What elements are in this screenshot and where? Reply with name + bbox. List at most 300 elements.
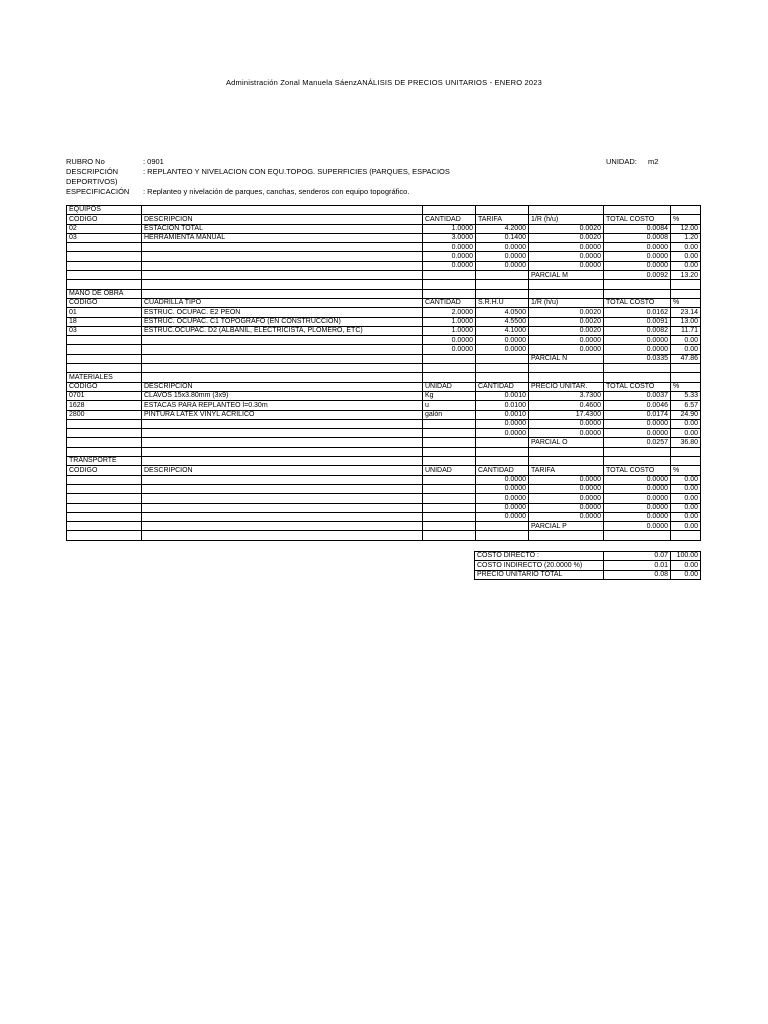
- table-cell: 0.0000: [423, 252, 476, 261]
- table-row: [67, 345, 701, 354]
- table-cell: 13.00: [671, 317, 701, 326]
- table-row: [67, 419, 701, 428]
- empty-cell: [142, 447, 423, 456]
- empty-cell: [529, 447, 604, 456]
- empty-cell: [423, 457, 476, 466]
- empty-cell: [671, 447, 701, 456]
- table-row: [67, 224, 701, 233]
- column-header: TOTAL COSTO: [604, 215, 671, 224]
- table-cell: 0.0020: [529, 308, 604, 317]
- partial-label: PARCIAL M: [529, 271, 604, 280]
- table-cell: u: [423, 401, 476, 410]
- table-cell: 0.0000: [604, 336, 671, 345]
- empty-cell: [604, 364, 671, 373]
- table-cell: CLAVOS 15x3.80mm (3x9): [142, 391, 423, 400]
- empty-cell: [604, 289, 671, 298]
- table-cell: 0.0000: [529, 336, 604, 345]
- column-header: %: [671, 215, 701, 224]
- empty-cell: [671, 280, 701, 289]
- empty-cell: [604, 457, 671, 466]
- table-cell: galón: [423, 410, 476, 419]
- column-header: 1/R (h/u): [529, 215, 604, 224]
- column-header: %: [671, 298, 701, 307]
- empty-cell: [671, 373, 701, 382]
- table-cell: 0.4600: [529, 401, 604, 410]
- table-cell: 3.7300: [529, 391, 604, 400]
- column-header-row: [67, 215, 701, 224]
- table-cell: [67, 484, 142, 493]
- table-cell: ESTACAS PARA REPLANTEO l=0.30m: [142, 401, 423, 410]
- table-cell: 1.0000: [423, 326, 476, 335]
- table-cell: 01: [67, 308, 142, 317]
- unidad-value: m2: [648, 157, 659, 166]
- partial-label: PARCIAL O: [529, 438, 604, 447]
- empty-cell: [423, 438, 476, 447]
- spacer-row: [67, 447, 701, 456]
- empty-cell: [529, 531, 604, 540]
- table-cell: 0.0000: [476, 336, 529, 345]
- table-row: [67, 243, 701, 252]
- empty-cell: [423, 271, 476, 280]
- table-cell: [142, 252, 423, 261]
- table-cell: 0.0000: [476, 252, 529, 261]
- table-cell: 03: [67, 326, 142, 335]
- table-cell: 0.0000: [423, 261, 476, 270]
- total-value: 0.07: [604, 552, 671, 561]
- empty-cell: [604, 531, 671, 540]
- section-title: TRANSPORTE: [67, 457, 142, 466]
- table-cell: 1.20: [671, 233, 701, 242]
- total-value: 0.08: [604, 570, 671, 579]
- table-row: [67, 503, 701, 512]
- table-cell: 0.0000: [529, 345, 604, 354]
- table-row: [67, 475, 701, 484]
- table-cell: [423, 475, 476, 484]
- table-cell: 3.0000: [423, 233, 476, 242]
- section-title: MANO DE OBRA: [67, 289, 142, 298]
- empty-cell: [529, 206, 604, 215]
- total-row: [475, 552, 701, 561]
- table-cell: 0.0037: [604, 391, 671, 400]
- empty-cell: [423, 373, 476, 382]
- table-cell: ESTRUC.OCUPAC. D2 (ALBAÑIL, ELECTRICISTA, PLOMERO, ETC): [142, 326, 423, 335]
- section-title: MATERIALES: [67, 373, 142, 382]
- table-cell: [142, 512, 423, 521]
- table-cell: [67, 252, 142, 261]
- table-cell: [67, 419, 142, 428]
- table-cell: 0.0000: [476, 261, 529, 270]
- empty-cell: [423, 289, 476, 298]
- table-cell: [423, 494, 476, 503]
- empty-cell: [529, 289, 604, 298]
- section-title-row: [67, 289, 701, 298]
- rubro-value: : 0901: [143, 157, 164, 166]
- table-cell: 0.0100: [476, 401, 529, 410]
- column-header: %: [671, 382, 701, 391]
- empty-cell: [67, 354, 142, 363]
- table-cell: [67, 336, 142, 345]
- table-row: [67, 410, 701, 419]
- table-cell: ESTACION TOTAL: [142, 224, 423, 233]
- table-cell: 2800: [67, 410, 142, 419]
- column-header: CANTIDAD: [423, 298, 476, 307]
- table-row: [67, 512, 701, 521]
- table-cell: 18: [67, 317, 142, 326]
- table-cell: 0.0000: [423, 336, 476, 345]
- column-header: CODIGO: [67, 466, 142, 475]
- table-cell: 0.0000: [529, 419, 604, 428]
- empty-cell: [476, 438, 529, 447]
- table-cell: 4.1000: [476, 326, 529, 335]
- rubro-label: RUBRO No: [66, 157, 105, 166]
- empty-cell: [476, 364, 529, 373]
- partial-row: [67, 271, 701, 280]
- empty-cell: [476, 447, 529, 456]
- table-cell: 0.00: [671, 252, 701, 261]
- total-pct: 100.00: [671, 552, 701, 561]
- partial-label: PARCIAL N: [529, 354, 604, 363]
- document-header: Administración Zonal Manuela SáenzANÁLISIS DE PRECIOS UNITARIOS - ENERO 2023: [225, 78, 542, 87]
- table-row: [67, 252, 701, 261]
- empty-cell: [423, 206, 476, 215]
- table-cell: 0.0000: [476, 494, 529, 503]
- empty-cell: [476, 354, 529, 363]
- table-cell: 0.00: [671, 243, 701, 252]
- empty-cell: [529, 373, 604, 382]
- total-label: COSTO DIRECTO :: [475, 552, 604, 561]
- table-cell: 1.0000: [423, 224, 476, 233]
- table-cell: [67, 429, 142, 438]
- empty-cell: [423, 280, 476, 289]
- table-cell: 0.0000: [423, 345, 476, 354]
- table-cell: 0.0000: [476, 345, 529, 354]
- table-cell: 4.2000: [476, 224, 529, 233]
- total-row: [475, 561, 701, 570]
- table-cell: [142, 336, 423, 345]
- table-row: [67, 261, 701, 270]
- empty-cell: [476, 373, 529, 382]
- empty-cell: [604, 280, 671, 289]
- total-pct: 0.00: [671, 561, 701, 570]
- table-cell: [67, 345, 142, 354]
- table-cell: 0.00: [671, 494, 701, 503]
- table-cell: 0.00: [671, 475, 701, 484]
- table-cell: [142, 494, 423, 503]
- table-cell: 0.00: [671, 345, 701, 354]
- column-header: TOTAL COSTO: [604, 466, 671, 475]
- partial-pct: 36.80: [671, 438, 701, 447]
- total-label: COSTO INDIRECTO (20.0000 %): [475, 561, 604, 570]
- table-cell: 0.00: [671, 419, 701, 428]
- empty-cell: [67, 364, 142, 373]
- table-cell: [142, 475, 423, 484]
- table-cell: 0.0000: [476, 429, 529, 438]
- table-cell: 0.0000: [529, 261, 604, 270]
- empty-cell: [142, 271, 423, 280]
- table-cell: 0.0020: [529, 224, 604, 233]
- table-cell: [423, 512, 476, 521]
- table-cell: [142, 503, 423, 512]
- descripcion-label: DESCRIPCIÓN: [66, 167, 119, 176]
- table-cell: 0.0000: [529, 475, 604, 484]
- table-row: [67, 401, 701, 410]
- table-row: [67, 484, 701, 493]
- table-cell: Kg: [423, 391, 476, 400]
- table-cell: 24.90: [671, 410, 701, 419]
- table-cell: 02: [67, 224, 142, 233]
- table-cell: 0.00: [671, 484, 701, 493]
- table-cell: 0.0162: [604, 308, 671, 317]
- column-header-row: [67, 298, 701, 307]
- partial-pct: 13.20: [671, 271, 701, 280]
- table-cell: 1628: [67, 401, 142, 410]
- table-cell: 12.00: [671, 224, 701, 233]
- table-cell: 0.0000: [529, 494, 604, 503]
- table-row: [67, 429, 701, 438]
- descripcion-cont: DEPORTIVOS): [66, 177, 118, 186]
- column-header: CUADRILLA TIPO: [142, 298, 423, 307]
- table-row: [67, 317, 701, 326]
- table-cell: 0.0000: [604, 475, 671, 484]
- table-cell: 0.0000: [604, 419, 671, 428]
- table-cell: [142, 419, 423, 428]
- empty-cell: [142, 206, 423, 215]
- partial-pct: 0.00: [671, 522, 701, 531]
- partial-total: 0.0257: [604, 438, 671, 447]
- spacer-row: [67, 364, 701, 373]
- empty-cell: [529, 364, 604, 373]
- column-header: %: [671, 466, 701, 475]
- table-cell: 0.00: [671, 336, 701, 345]
- table-cell: 0.0091: [604, 317, 671, 326]
- price-analysis-table: [66, 205, 701, 541]
- partial-row: [67, 354, 701, 363]
- empty-cell: [67, 438, 142, 447]
- table-cell: 0.0000: [476, 419, 529, 428]
- table-cell: 0.0000: [604, 261, 671, 270]
- column-header: UNIDAD: [423, 466, 476, 475]
- column-header: TOTAL COSTO: [604, 382, 671, 391]
- table-row: [67, 233, 701, 242]
- column-header: DESCRIPCION: [142, 466, 423, 475]
- empty-cell: [476, 457, 529, 466]
- column-header: TARIFA: [476, 215, 529, 224]
- partial-total: 0.0335: [604, 354, 671, 363]
- empty-cell: [476, 271, 529, 280]
- table-cell: [67, 243, 142, 252]
- empty-cell: [142, 280, 423, 289]
- table-cell: [423, 503, 476, 512]
- table-cell: ESTRUC. OCUPAC. C1 TOPOGRAFO (EN CONSTRUCCION): [142, 317, 423, 326]
- unidad-label: UNIDAD:: [606, 157, 637, 166]
- table-cell: 0.0000: [604, 484, 671, 493]
- table-cell: 0.0000: [604, 252, 671, 261]
- table-cell: 0.0082: [604, 326, 671, 335]
- spacer-row: [67, 280, 701, 289]
- table-cell: 0.0000: [604, 512, 671, 521]
- table-cell: [67, 475, 142, 484]
- table-cell: 03: [67, 233, 142, 242]
- empty-cell: [67, 280, 142, 289]
- table-row: [67, 308, 701, 317]
- table-cell: 0.0000: [529, 252, 604, 261]
- table-cell: 0.0020: [529, 326, 604, 335]
- total-row: [475, 570, 701, 579]
- empty-cell: [67, 522, 142, 531]
- table-cell: 0.0000: [604, 429, 671, 438]
- empty-cell: [142, 438, 423, 447]
- empty-cell: [423, 364, 476, 373]
- empty-cell: [476, 280, 529, 289]
- table-row: [67, 391, 701, 400]
- table-cell: 5.33: [671, 391, 701, 400]
- table-cell: 0.0000: [529, 243, 604, 252]
- table-cell: 0.0000: [476, 475, 529, 484]
- column-header: TARIFA: [529, 466, 604, 475]
- empty-cell: [67, 447, 142, 456]
- empty-cell: [671, 289, 701, 298]
- table-cell: [67, 503, 142, 512]
- table-cell: 0.0000: [604, 503, 671, 512]
- empty-cell: [423, 447, 476, 456]
- section-title: EQUIPOS: [67, 206, 142, 215]
- table-cell: 0.0046: [604, 401, 671, 410]
- partial-label: PARCIAL P: [529, 522, 604, 531]
- table-cell: 0.0000: [529, 484, 604, 493]
- empty-cell: [476, 206, 529, 215]
- table-cell: 0.0000: [604, 243, 671, 252]
- table-cell: 4.5500: [476, 317, 529, 326]
- table-cell: 2.0000: [423, 308, 476, 317]
- column-header-row: [67, 382, 701, 391]
- table-cell: 1.0000: [423, 317, 476, 326]
- table-cell: [142, 429, 423, 438]
- column-header: CANTIDAD: [476, 466, 529, 475]
- empty-cell: [142, 364, 423, 373]
- column-header: UNIDAD: [423, 382, 476, 391]
- table-cell: 0.0000: [604, 494, 671, 503]
- partial-row: [67, 522, 701, 531]
- empty-cell: [604, 447, 671, 456]
- table-cell: 0.00: [671, 261, 701, 270]
- column-header: CANTIDAD: [476, 382, 529, 391]
- total-label: PRECIO UNITARIO TOTAL: [475, 570, 604, 579]
- table-cell: 0.0000: [423, 243, 476, 252]
- empty-cell: [476, 522, 529, 531]
- table-cell: [142, 243, 423, 252]
- column-header: TOTAL COSTO: [604, 298, 671, 307]
- table-cell: 0.0174: [604, 410, 671, 419]
- table-cell: 0.0000: [529, 429, 604, 438]
- empty-cell: [142, 522, 423, 531]
- section-title-row: [67, 373, 701, 382]
- empty-cell: [142, 373, 423, 382]
- column-header: PRECIO UNITAR.: [529, 382, 604, 391]
- table-cell: [142, 484, 423, 493]
- empty-cell: [67, 271, 142, 280]
- table-cell: HERRAMIENTA MANUAL: [142, 233, 423, 242]
- column-header: S.R.H.U: [476, 298, 529, 307]
- empty-cell: [529, 280, 604, 289]
- empty-cell: [671, 531, 701, 540]
- table-row: [67, 326, 701, 335]
- table-cell: 0.00: [671, 503, 701, 512]
- empty-cell: [142, 289, 423, 298]
- table-cell: 0.0020: [529, 317, 604, 326]
- table-cell: 0.0000: [476, 503, 529, 512]
- column-header: 1/R (h/u): [529, 298, 604, 307]
- table-cell: [142, 261, 423, 270]
- empty-cell: [67, 531, 142, 540]
- empty-cell: [476, 531, 529, 540]
- table-cell: ESTRUC. OCUPAC. E2 PEON: [142, 308, 423, 317]
- partial-total: 0.0092: [604, 271, 671, 280]
- empty-cell: [423, 354, 476, 363]
- table-cell: 0.00: [671, 429, 701, 438]
- table-cell: [423, 484, 476, 493]
- empty-cell: [142, 354, 423, 363]
- table-cell: 17.4300: [529, 410, 604, 419]
- empty-cell: [142, 457, 423, 466]
- partial-row: [67, 438, 701, 447]
- empty-cell: [671, 206, 701, 215]
- table-cell: 11.71: [671, 326, 701, 335]
- column-header: DESCRIPCION: [142, 382, 423, 391]
- table-row: [67, 494, 701, 503]
- column-header: CODIGO: [67, 298, 142, 307]
- table-cell: 23.14: [671, 308, 701, 317]
- especificacion-value: : Replanteo y nivelación de parques, canchas, senderos con equipo topográfico.: [143, 187, 410, 196]
- column-header: CODIGO: [67, 215, 142, 224]
- table-cell: [423, 429, 476, 438]
- empty-cell: [671, 457, 701, 466]
- table-cell: [67, 261, 142, 270]
- totals-table: [474, 551, 701, 580]
- empty-cell: [529, 457, 604, 466]
- column-header: CANTIDAD: [423, 215, 476, 224]
- table-cell: [423, 419, 476, 428]
- table-cell: 0.0000: [529, 512, 604, 521]
- table-cell: 0.0010: [476, 410, 529, 419]
- table-cell: 4.0500: [476, 308, 529, 317]
- section-title-row: [67, 206, 701, 215]
- partial-total: 0.0000: [604, 522, 671, 531]
- table-cell: 0.0000: [529, 503, 604, 512]
- total-pct: 0.00: [671, 570, 701, 579]
- table-cell: 0.0000: [476, 512, 529, 521]
- spacer-row: [67, 531, 701, 540]
- section-title-row: [67, 457, 701, 466]
- empty-cell: [142, 531, 423, 540]
- table-cell: 0.0000: [476, 484, 529, 493]
- table-cell: [67, 512, 142, 521]
- table-cell: [142, 345, 423, 354]
- table-cell: 0.1400: [476, 233, 529, 242]
- partial-pct: 47.86: [671, 354, 701, 363]
- empty-cell: [604, 206, 671, 215]
- empty-cell: [476, 289, 529, 298]
- table-row: [67, 336, 701, 345]
- column-header-row: [67, 466, 701, 475]
- especificacion-label: ESPECIFICACIÓN: [66, 187, 130, 196]
- column-header: CODIGO: [67, 382, 142, 391]
- table-cell: 6.57: [671, 401, 701, 410]
- table-cell: 0701: [67, 391, 142, 400]
- table-cell: [67, 494, 142, 503]
- table-cell: PINTURA LATEX VINYL ACRILICO: [142, 410, 423, 419]
- table-cell: 0.0000: [604, 345, 671, 354]
- table-cell: 0.0084: [604, 224, 671, 233]
